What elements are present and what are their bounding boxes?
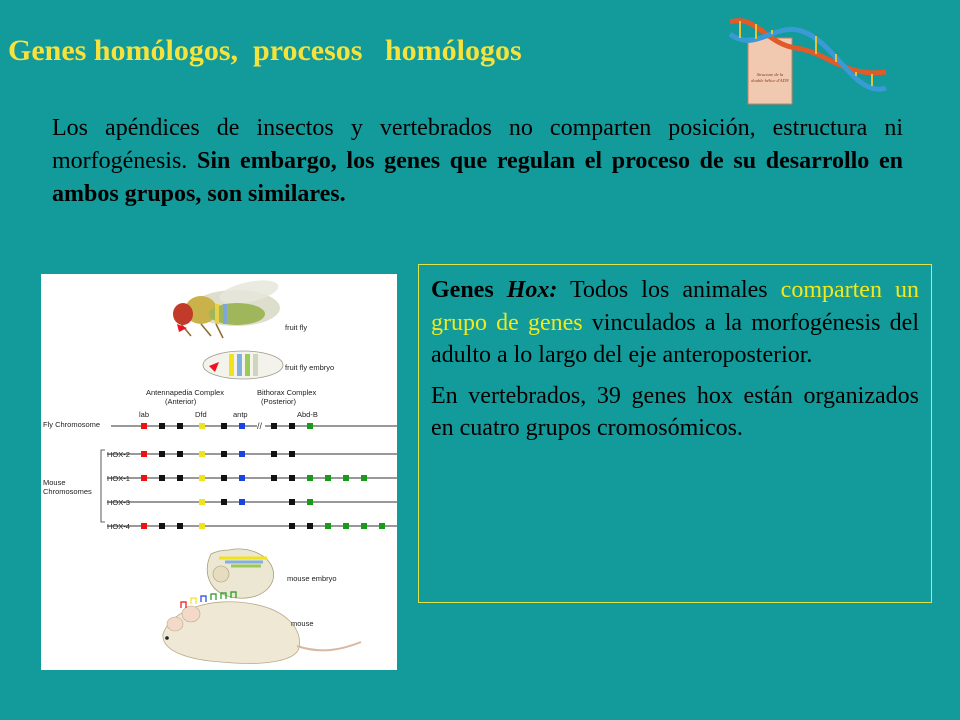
hox-row-label-2: HOX-1 (107, 474, 130, 483)
hox-term: Hox: (506, 277, 558, 303)
logo-text-1: Structure de la (756, 72, 784, 77)
hox-diagram (41, 274, 397, 670)
fly-chromosome-label: Fly Chromosome (43, 420, 101, 429)
mouse-label: mouse (291, 619, 314, 628)
gene-abdb-label: Abd-B (297, 410, 318, 419)
bithorax-label: Bithorax Complex (257, 388, 317, 397)
hox-text-1: Todos los animales (557, 277, 781, 303)
hox-paragraph-1 (431, 274, 919, 372)
hox-highlight-text: comparten un grupo de genes (431, 277, 919, 336)
mouse-embryo-illustration (207, 549, 273, 598)
antennapedia-sub-label: (Anterior) (165, 397, 197, 406)
fly-embryo-illustration (203, 351, 283, 379)
mouse-chromosomes-label-2: Chromosomes (43, 487, 92, 496)
hox-genes-bold: Genes (431, 277, 507, 303)
intro-text: Los apéndices de insectos y vertebrados no comparten posición, estructura ni morfogénesis. (52, 115, 903, 174)
fruit-fly-illustration (173, 276, 280, 338)
bithorax-sub-label: (Posterior) (261, 397, 297, 406)
hox-paragraph-2: En vertebrados, 39 genes hox están organizados en cuatro grupos cromosómicos. (431, 382, 919, 441)
mouse-illustration (163, 592, 361, 663)
intro-bold-text: Sin embargo, los genes que regulan el proceso de su desarrollo en ambos grupos, son similares. (52, 148, 903, 207)
intro-paragraph (52, 112, 903, 211)
antennapedia-label: Antennapedia Complex (146, 388, 224, 397)
dna-helix-logo (726, 14, 890, 106)
hox-text-2: vinculados a la morfogénesis del adulto a lo largo del eje anteroposterior. (431, 309, 920, 368)
mouse-embryo-label: mouse embryo (287, 574, 337, 583)
logo-text-2: double hélice d'ADN (751, 78, 789, 83)
mouse-bracket (101, 450, 105, 522)
fruit-fly-label: fruit fly (285, 323, 308, 332)
fly-embryo-label: fruit fly embryo (285, 363, 335, 372)
hox-genes-box (418, 264, 932, 603)
gene-antp-label: antp (233, 410, 248, 419)
hox-row-label-4: HOX-4 (107, 522, 130, 531)
gene-lab-label: lab (139, 410, 150, 419)
hox-figure (41, 274, 397, 670)
chromosome-break-mark: // (257, 421, 263, 431)
gene-dfd-label: Dfd (195, 410, 207, 419)
hox-row-label-3: HOX-3 (107, 498, 130, 507)
page-title: Genes homólogos, procesos homólogos (8, 34, 522, 67)
mouse-chromosomes-label-1: Mouse (43, 478, 66, 487)
hox-row-label-1: HOX-2 (107, 450, 130, 459)
